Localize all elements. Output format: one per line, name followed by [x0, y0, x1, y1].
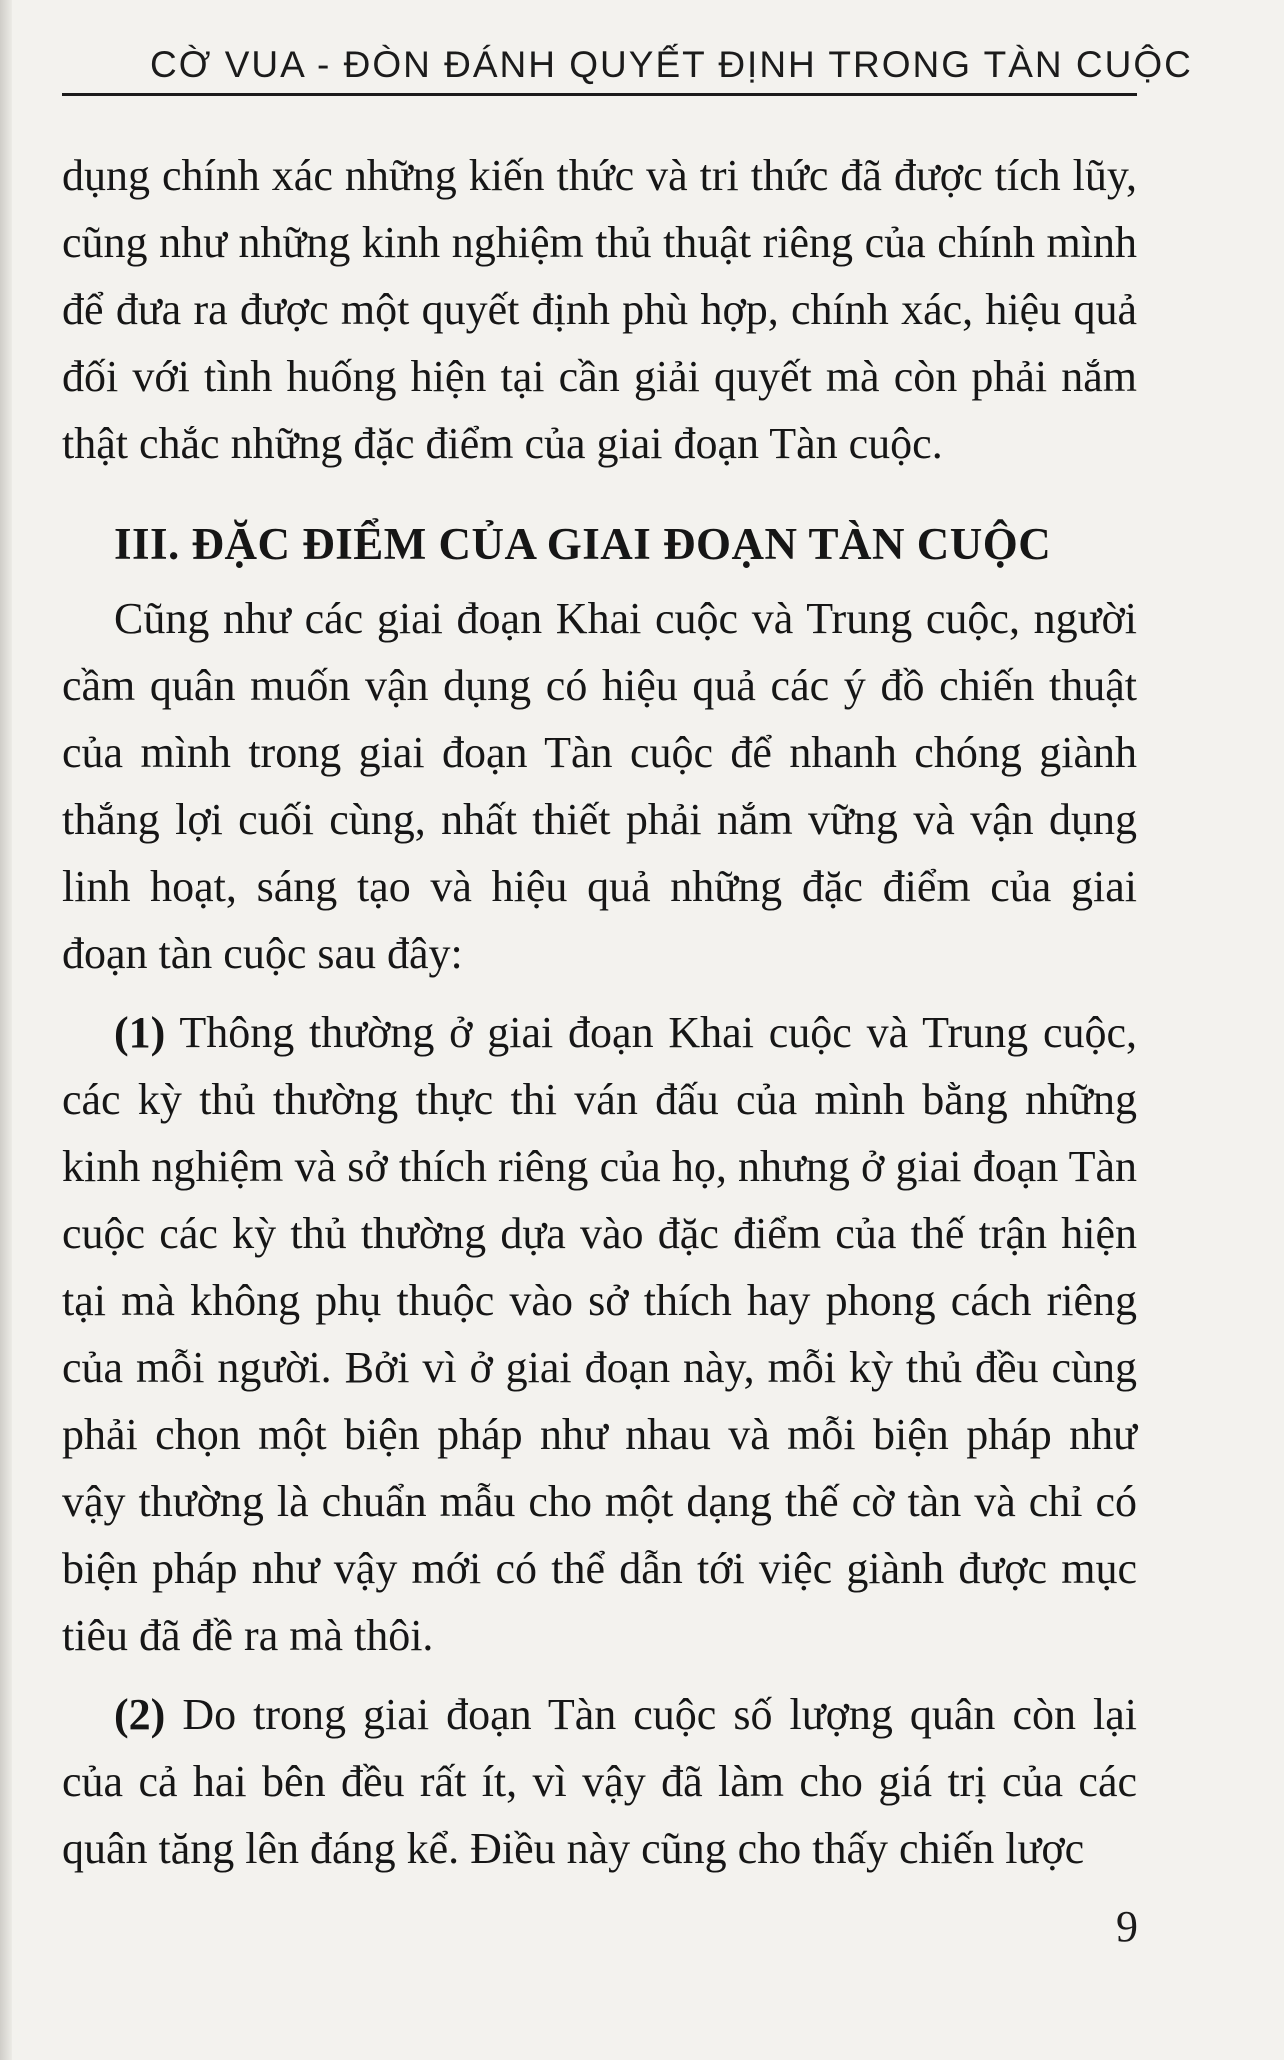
- page-body: [62, 142, 1137, 1882]
- header-rule: [62, 93, 1137, 96]
- item-marker: (2): [114, 1690, 166, 1739]
- page-edge: [0, 0, 12, 2060]
- item-text: Do trong giai đoạn Tàn cuộc số lượng quân còn lại của cả hai bên đều rất ít, vì vậy đã làm cho giá trị của các quân tăng lên đáng kể. Điều này cũng cho thấy chiến lược: [62, 1690, 1137, 1873]
- section-heading: III. ĐẶC ĐIỂM CỦA GIAI ĐOẠN TÀN CUỘC: [114, 519, 1052, 569]
- intro-paragraph: Cũng như các giai đoạn Khai cuộc và Trung cuộc, người cầm quân muốn vận dụng có hiệu quả các ý đồ chiến thuật của mình trong giai đoạn Tàn cuộc để nhanh chóng giành thắng lợi cuối cùng, nhất thiết phải nắm vững và vận dụng linh hoạt, sáng tạo và hiệu quả những đặc điểm của giai đoạn tàn cuộc sau đây:: [62, 594, 1137, 978]
- item-marker: (1): [114, 1008, 166, 1057]
- list-item-1: [62, 999, 1137, 1669]
- item-text: Thông thường ở giai đoạn Khai cuộc và Trung cuộc, các kỳ thủ thường thực thi ván đấu của mình bằng những kinh nghiệm và sở thích riêng của họ, nhưng ở giai đoạn Tàn cuộc các kỳ thủ thường dựa vào đặc điểm của thế trận hiện tại mà không phụ thuộc vào sở thích hay phong cách riêng của mỗi người. Bởi vì ở giai đoạn này, mỗi kỳ thủ đều cùng phải chọn một biện pháp như nhau và mỗi biện pháp như vậy thường là chuẩn mẫu cho một dạng thế cờ tàn và chỉ có biện pháp như vậy mới có thể dẫn tới việc giành được mục tiêu đã đề ra mà thôi.: [62, 1008, 1137, 1660]
- opening-paragraph: dụng chính xác những kiến thức và tri thức đã được tích lũy, cũng như những kinh nghiệm thủ thuật riêng của chính mình để đưa ra được một quyết định phù hợp, chính xác, hiệu quả đối với tình huống hiện tại cần giải quyết mà còn phải nắm thật chắc những đặc điểm của giai đoạn Tàn cuộc.: [62, 151, 1137, 468]
- list-item-2: [62, 1681, 1137, 1882]
- page-number: 9: [1116, 1902, 1138, 1951]
- running-header: CỜ VUA - ĐÒN ĐÁNH QUYẾT ĐỊNH TRONG TÀN CUỘC: [150, 44, 1193, 85]
